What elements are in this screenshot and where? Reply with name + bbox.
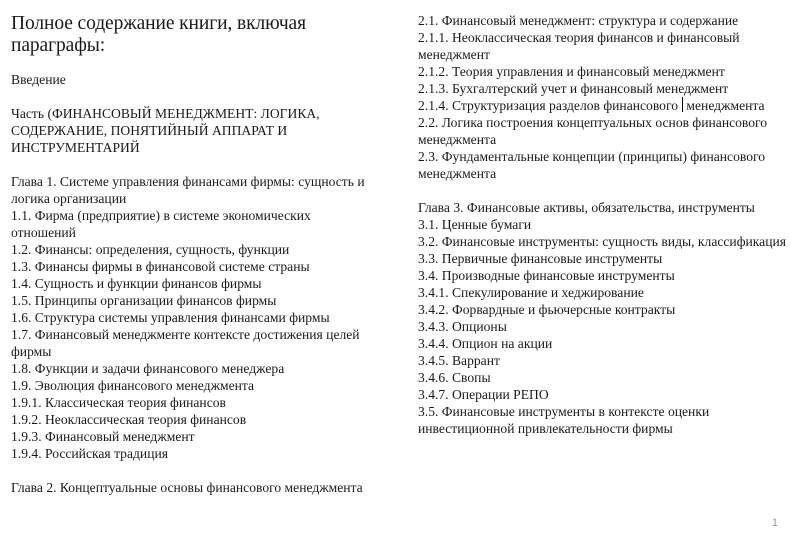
toc-line: 1.9.4. Российская традиция (11, 446, 169, 461)
toc-line: 1.1. Фирма (предприятие) в системе экономических отношений (11, 208, 311, 240)
toc-line: 2.1.3. Бухгалтерский учет и финансовый менеджмент (418, 81, 729, 96)
toc-line: 1.9.3. Финансовый менеджмент (11, 429, 195, 444)
toc-chapter-heading: Глава 3. Финансовые активы, обязательства, инструменты (418, 200, 755, 215)
toc-line: 1.3. Финансы фирмы в финансовой системе страны (11, 259, 310, 274)
toc-line: 1.9.1. Классическая теория финансов (11, 395, 226, 410)
toc-line: 3.5. Финансовые инструменты в контексте оценки инвестиционной привлекательности фирмы (418, 404, 710, 436)
spacer (11, 57, 376, 71)
toc-line: 3.4.3. Опционы (418, 319, 507, 334)
toc-line: 2.1.1. Неоклассическая теория финансов и финансовый менеджмент (418, 30, 740, 62)
toc-line: 1.7. Финансовый менеджменте контексте достижения целей фирмы (11, 327, 360, 359)
toc-line-with-cursor[interactable] (418, 97, 786, 114)
blank-line (11, 88, 376, 105)
toc-chapter-heading: Глава 2. Концептуальные основы финансового менеджмента (11, 480, 363, 495)
toc-line: 3.3. Первичные финансовые инструменты (418, 251, 663, 266)
toc-line: 3.4.5. Варрант (418, 353, 500, 368)
toc-line: 2.1. Финансовый менеджмент: структура и содержание (418, 13, 739, 28)
toc-line: 1.5. Принципы организации финансов фирмы (11, 293, 277, 308)
toc-line: 3.4.7. Операции РЕПО (418, 387, 549, 402)
toc-line: 1.6. Структура системы управления финансами фирмы (11, 310, 330, 325)
blank-line (11, 462, 376, 479)
page-title: Полное содержание книги, включая параграфы: (11, 13, 306, 56)
toc-chapter-heading: Глава 1. Системе управления финансами фирмы: сущность и логика организации (11, 174, 365, 206)
toc-line: Введение (11, 72, 66, 87)
toc-line: 1.9. Эволюция финансового менеджмента (11, 378, 255, 393)
toc-line: 1.9.2. Неоклассическая теория финансов (11, 412, 247, 427)
blank-line (11, 156, 376, 173)
toc-line-text: 2.1.4. Структуризация разделов финансового (418, 98, 679, 113)
toc-line: 3.4.4. Опцион на акции (418, 336, 553, 351)
toc-line: 3.4.1. Спекулирование и хеджирование (418, 285, 644, 300)
toc-line: 3.4. Производные финансовые инструменты (418, 268, 675, 283)
toc-line: 1.2. Финансы: определения, сущность, функции (11, 242, 290, 257)
toc-line: 3.1. Ценные бумаги (418, 217, 532, 232)
toc-line: 1.4. Сущность и функции финансов фирмы (11, 276, 262, 291)
right-column (418, 12, 786, 437)
blank-line (418, 182, 786, 199)
page-number: 1 (771, 517, 778, 529)
toc-line: 3.4.2. Форвардные и фьючерсные контракты (418, 302, 676, 317)
toc-line: 2.1.2. Теория управления и финансовый менеджмент (418, 64, 725, 79)
toc-line: 2.3. Фундаментальные концепции (принципы) финансового менеджмента (418, 149, 766, 181)
toc-line: 3.2. Финансовые инструменты: сущность виды, классификация (418, 234, 787, 249)
toc-part-heading: Часть (ФИНАНСОВЫЙ МЕНЕДЖМЕНТ: ЛОГИКА, СОДЕРЖАНИЕ, ПОНЯТИЙНЫЙ АППАРАТ И ИНСТРУМЕНТАРИЙ (11, 106, 320, 155)
toc-line-text-continued: менеджмента (683, 98, 765, 113)
toc-line: 3.4.6. Свопы (418, 370, 491, 385)
toc-line: 1.8. Функции и задачи финансового менеджера (11, 361, 285, 376)
toc-line: 2.2. Логика построения концептуальных основ финансового менеджмента (418, 115, 768, 147)
left-column (11, 13, 376, 496)
